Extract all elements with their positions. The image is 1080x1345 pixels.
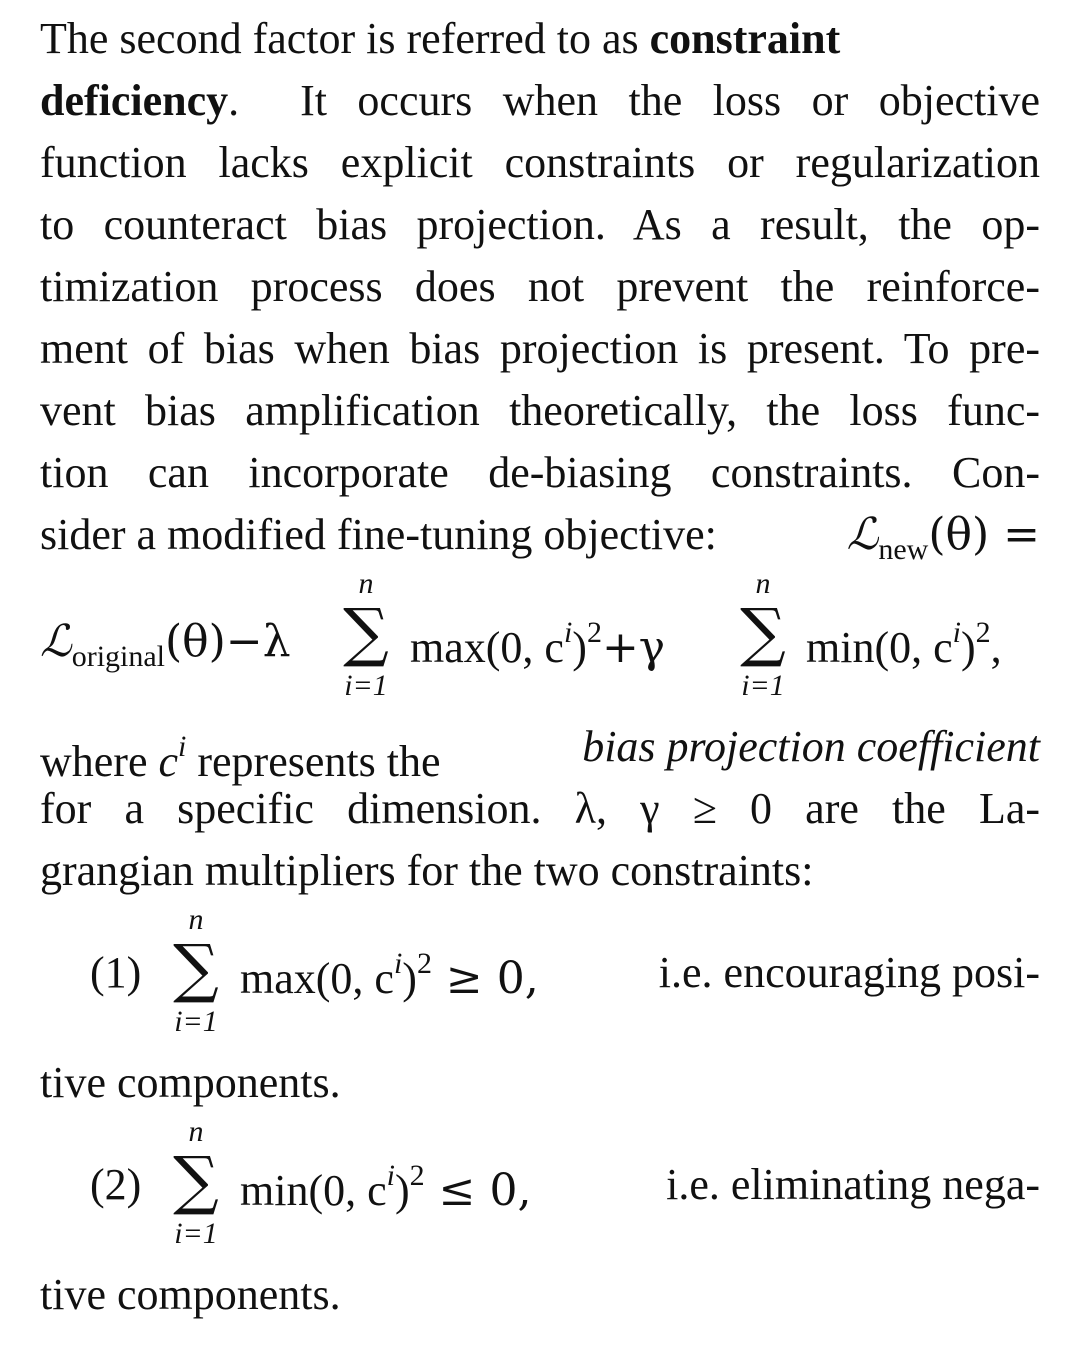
math-superscript: 2 xyxy=(416,947,432,980)
math-expr: min(0, c xyxy=(806,623,953,672)
math-subscript: original xyxy=(71,640,166,673)
equation-term-1 xyxy=(410,616,665,673)
math-superscript: i xyxy=(393,947,403,980)
math-expr: ) xyxy=(402,954,417,1003)
sum-lower-limit: i=1 xyxy=(344,669,388,702)
math-expr: min(0, c xyxy=(240,1166,387,1215)
equation-main xyxy=(40,566,1040,716)
math-expr: ) xyxy=(572,623,587,672)
constraint-2 xyxy=(40,1114,1040,1264)
constraint-1-continuation xyxy=(40,1052,1040,1114)
text-run: represents the xyxy=(186,737,452,786)
math-superscript: 2 xyxy=(586,616,602,649)
text-line-5: timization process does not prevent the reinforce- xyxy=(40,262,1040,311)
constraint-expr xyxy=(240,947,539,1004)
paper-text-block xyxy=(40,8,1040,1326)
text-run: . It occurs when the loss or objective xyxy=(228,76,1040,125)
equation-term-2 xyxy=(806,616,1002,673)
math-expr: ≥ 0, xyxy=(431,953,539,1004)
math-symbol: c xyxy=(158,737,179,786)
bold-term: constraint xyxy=(649,14,841,63)
sigma-symbol: ∑ xyxy=(343,596,389,670)
math-expr: +γ xyxy=(601,622,666,673)
math-superscript: i xyxy=(386,1159,395,1192)
constraint-description: i.e. eliminating nega- xyxy=(666,1160,1040,1209)
math-expr: max(0, c xyxy=(240,954,394,1003)
sum-upper-limit: n xyxy=(188,903,204,936)
text-line-3: function lacks explicit constraints or regularization xyxy=(40,138,1040,187)
math-superscript: i xyxy=(178,730,187,763)
italic-term: bias projection coefficient xyxy=(582,722,1040,771)
math-expr: , xyxy=(990,623,1002,672)
math-subscript: new xyxy=(878,533,929,566)
text-line-6: ment of bias when bias projection is present. To pre- xyxy=(40,324,1040,373)
sum-operator xyxy=(723,566,803,704)
text-line-multipliers: grangian multipliers for the two constraints: xyxy=(40,846,814,895)
text-line-continuation: tive components. xyxy=(40,1270,341,1319)
text-line-7: vent bias amplification theoretically, the loss func- xyxy=(40,386,1040,435)
sum-operator xyxy=(156,902,236,1040)
sigma-symbol: ∑ xyxy=(740,596,786,670)
constraint-1 xyxy=(40,902,1040,1052)
constraint-label: (2) xyxy=(90,1160,142,1209)
math-symbol: ℒ xyxy=(40,617,72,666)
math-expr: ) xyxy=(394,1166,410,1215)
math-superscript: i xyxy=(563,616,573,649)
text-line-1 xyxy=(40,8,1040,70)
math-superscript: 2 xyxy=(409,1159,425,1192)
math-symbol: ℒ xyxy=(846,510,879,559)
math-expr: max(0, c xyxy=(410,623,564,672)
math-expr: (θ) = xyxy=(928,509,1040,560)
sum-upper-limit: n xyxy=(755,567,771,600)
sum-lower-limit: i=1 xyxy=(174,1005,218,1038)
constraint-label: (1) xyxy=(90,948,142,997)
sum-operator xyxy=(156,1114,236,1252)
math-expr: (θ)−λ xyxy=(165,616,291,667)
constraint-expr xyxy=(240,1159,531,1216)
text-line-where xyxy=(40,716,1040,786)
math-superscript: i xyxy=(952,616,961,649)
text-line-2 xyxy=(40,70,1040,132)
equation-lhs xyxy=(40,616,291,674)
text-run: where xyxy=(40,737,159,786)
sum-upper-limit: n xyxy=(188,1115,204,1148)
math-expr: ≤ 0, xyxy=(424,1165,532,1216)
text-line-lagrange: for a specific dimension. λ, γ ≥ 0 are the La- xyxy=(40,784,1040,833)
sum-upper-limit: n xyxy=(358,567,374,600)
text-line-9 xyxy=(40,504,1040,566)
math-superscript: 2 xyxy=(975,616,991,649)
sum-lower-limit: i=1 xyxy=(741,669,785,702)
text-line-continuation: tive components. xyxy=(40,1058,341,1107)
text-line-4: to counteract bias projection. As a result, the op- xyxy=(40,200,1040,249)
sum-operator xyxy=(326,566,406,704)
constraint-2-continuation xyxy=(40,1264,1040,1326)
math-expr: ) xyxy=(960,623,976,672)
sigma-symbol: ∑ xyxy=(173,932,219,1006)
paragraph-where xyxy=(40,716,1040,902)
text-run: The second factor is referred to as xyxy=(40,14,650,63)
sum-lower-limit: i=1 xyxy=(174,1217,218,1250)
sigma-symbol: ∑ xyxy=(173,1144,219,1218)
text-run: sider a modified fine-tuning objective: xyxy=(40,510,728,559)
text-line-8: tion can incorporate de-biasing constraints. Con- xyxy=(40,448,1040,497)
paragraph-constraint-deficiency xyxy=(40,8,1040,566)
bold-term: deficiency xyxy=(40,76,229,125)
inline-math-L-new xyxy=(847,504,1040,566)
constraint-description: i.e. encouraging posi- xyxy=(658,948,1040,997)
